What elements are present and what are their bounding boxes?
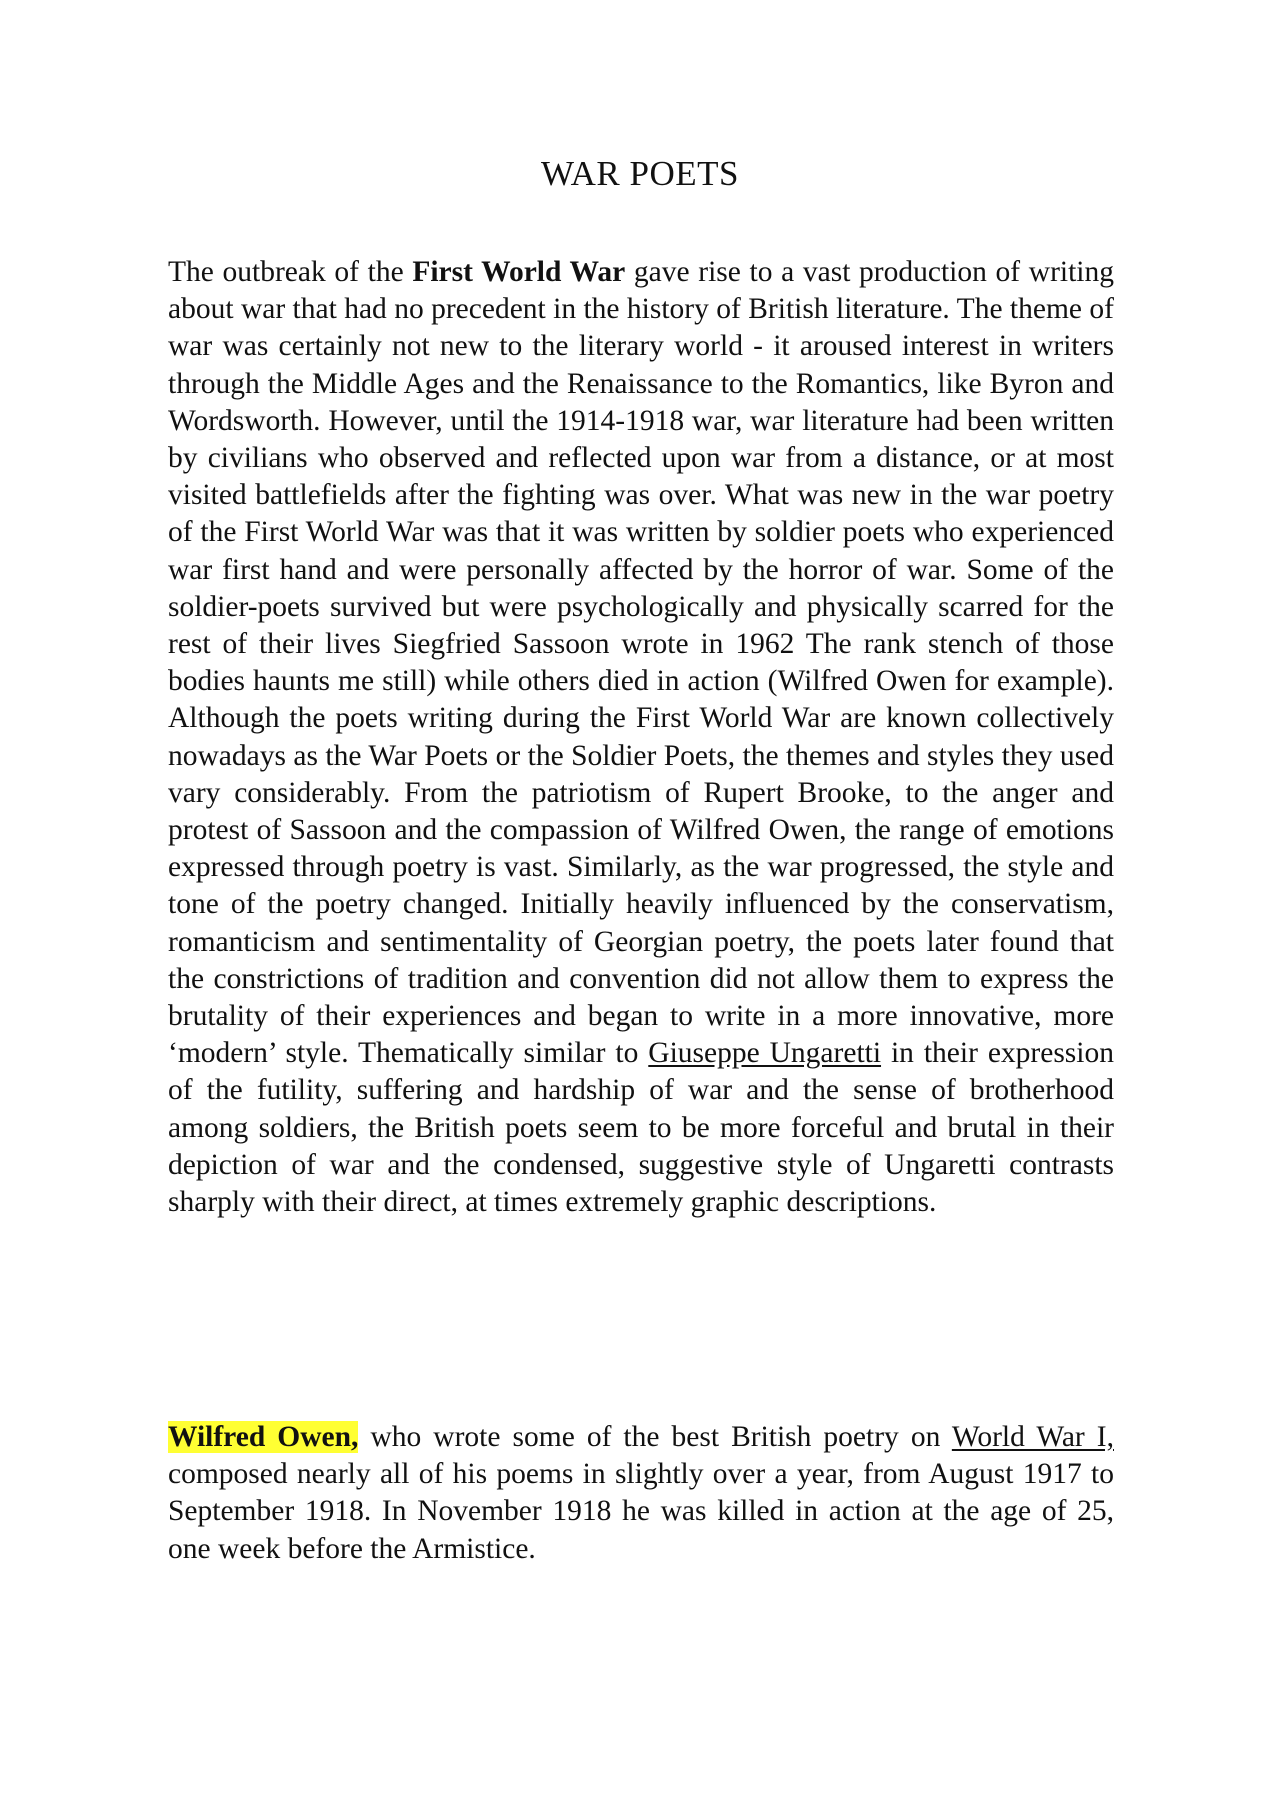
- wilfred-owen-highlight: Wilfred Owen,: [168, 1421, 359, 1453]
- world-war-i-link[interactable]: World War I,: [951, 1421, 1114, 1453]
- document-title: WAR POETS: [541, 154, 739, 193]
- paragraph-owen-text: who wrote some of the best British poetry on: [358, 1421, 952, 1453]
- paragraph-intro-lead: The outbreak of the: [168, 256, 413, 288]
- first-world-war-bold: First World War: [412, 256, 626, 288]
- paragraph-intro-text-end: in their expression of the futility, suffering and hardship of war and the sense of brotherhood among soldiers, the British poets seem to be more forceful and brutal in their depiction of war and the condensed, suggestive style of Ungaretti contrasts sharply with their direct, at times extremely graphic descriptions.: [168, 1037, 1114, 1219]
- paragraph-intro-text: gave rise to a vast production of writing about war that had no precedent in the history of British literature. The theme of war was certainly not new to the literary world - it aroused interest in writers through the Middle Ages and the Renaissance to the Romantics, like Byron and Wordsworth. However, until the 1914-1918 war, war literature had been written by civilians who observed and reflected upon war from a distance, or at most visited battlefields after the fighting was over. What was new in the war poetry of the First World War was that it was written by soldier poets who experienced war first hand and were personally affected by the horror of war. Some of the soldier-poets survived but were psychologically and physically scarred for the rest of their lives Siegfried Sassoon wrote in 1962 The rank stench of those bodies haunts me still) while others died in action (Wilfred Owen for example). Although the poets writing during the First World War are known collectively nowadays as the War Poets or the Soldier Poets, the themes and styles they used vary considerably. From the patriotism of Rupert Brooke, to the anger and protest of Sassoon and the compassion of Wilfred Owen, the range of emotions expressed through poetry is vast. Similarly, as the war progressed, the style and tone of the poetry changed. Initially heavily influenced by the conservatism, romanticism and sentimentality of Georgian poetry, the poets later found that the constrictions of tradition and convention did not allow them to express the brutality of their experiences and began to write in a more innovative, more ‘modern’ style. Thematically similar to: [168, 256, 1114, 1070]
- ungaretti-link[interactable]: Giuseppe Ungaretti: [648, 1037, 882, 1070]
- paragraph-owen-text-end: composed nearly all of his poems in slightly over a year, from August 1917 to September 1918. In November 1918 he was killed in action at the age of 25, one week before the Armistice.: [168, 1458, 1114, 1565]
- paragraph-owen: [168, 1419, 1114, 1568]
- paragraph-intro: [168, 254, 1114, 1221]
